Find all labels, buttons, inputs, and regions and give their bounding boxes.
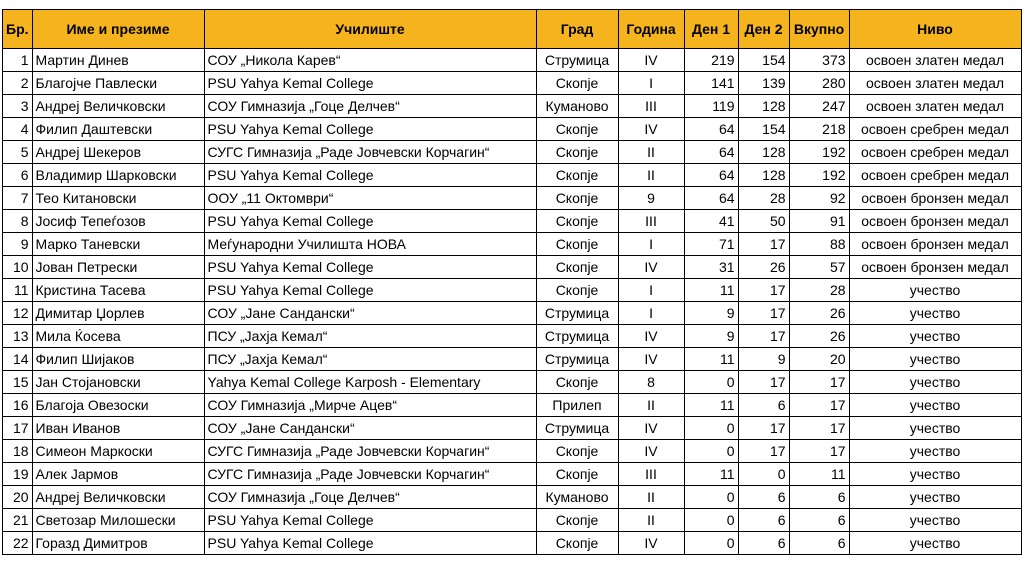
cell-day2[interactable]: 28 [738,187,789,210]
cell-year[interactable]: II [618,164,684,187]
cell-city[interactable]: Струмица [536,417,618,440]
cell-name[interactable]: Симеон Маркоски [32,440,204,463]
header-day1[interactable]: Ден 1 [684,10,738,49]
cell-no[interactable]: 4 [3,118,33,141]
cell-day1[interactable]: 9 [684,325,738,348]
cell-day2[interactable]: 6 [738,486,789,509]
cell-city[interactable]: Струмица [536,49,618,72]
cell-city[interactable]: Струмица [536,302,618,325]
header-total[interactable]: Вкупно [789,10,849,49]
table-row [3,348,1022,371]
cell-day2[interactable]: 26 [738,256,789,279]
cell-no[interactable]: 9 [3,233,33,256]
table-row [3,256,1022,279]
table-row [3,371,1022,394]
cell-total[interactable]: 280 [789,72,849,95]
cell-no[interactable]: 8 [3,210,33,233]
cell-day2[interactable]: 17 [738,371,789,394]
cell-day2[interactable]: 6 [738,532,789,555]
cell-name[interactable]: Горазд Димитров [32,532,204,555]
cell-level[interactable]: освоен бронзен медал [849,256,1021,279]
cell-school[interactable]: PSU Yahya Kemal College [204,256,536,279]
cell-day2[interactable]: 6 [738,509,789,532]
cell-total[interactable]: 247 [789,95,849,118]
cell-level[interactable]: учество [849,325,1021,348]
cell-day1[interactable]: 64 [684,164,738,187]
cell-year[interactable]: IV [618,325,684,348]
cell-name[interactable]: Светозар Милошески [32,509,204,532]
cell-city[interactable]: Скопје [536,532,618,555]
cell-level[interactable]: освоен сребрен медал [849,141,1021,164]
table-row [3,187,1022,210]
cell-day2[interactable]: 17 [738,417,789,440]
cell-year[interactable]: I [618,233,684,256]
cell-level[interactable]: учество [849,348,1021,371]
cell-level[interactable]: учество [849,417,1021,440]
cell-no[interactable]: 11 [3,279,33,302]
cell-school[interactable]: PSU Yahya Kemal College [204,509,536,532]
cell-day1[interactable]: 64 [684,118,738,141]
cell-city[interactable]: Скопје [536,164,618,187]
cell-school[interactable]: PSU Yahya Kemal College [204,118,536,141]
cell-day2[interactable]: 17 [738,233,789,256]
cell-name[interactable]: Благоја Овезоски [32,394,204,417]
table-row [3,233,1022,256]
cell-day1[interactable]: 119 [684,95,738,118]
cell-level[interactable]: освоен златен медал [849,72,1021,95]
table-row [3,302,1022,325]
cell-level[interactable]: освоен бронзен медал [849,210,1021,233]
cell-no[interactable]: 15 [3,371,33,394]
cell-level[interactable]: учество [849,509,1021,532]
cell-city[interactable]: Скопје [536,72,618,95]
cell-school[interactable]: СУГС Гимназија „Раде Јовчевски Корчагин“ [204,463,536,486]
table-row [3,532,1022,555]
cell-school[interactable]: СУГС Гимназија „Раде Јовчевски Корчагин“ [204,440,536,463]
cell-name[interactable]: Јосиф Тепеѓозов [32,210,204,233]
cell-day2[interactable]: 128 [738,164,789,187]
cell-no[interactable]: 13 [3,325,33,348]
cell-day1[interactable]: 11 [684,348,738,371]
cell-school[interactable]: Меѓународни Училишта НОВА [204,233,536,256]
cell-name[interactable]: Јан Стојановски [32,371,204,394]
header-school[interactable]: Училиште [204,10,536,49]
cell-total[interactable]: 17 [789,440,849,463]
cell-school[interactable]: СОУ Гимназија „Мирче Ацев“ [204,394,536,417]
cell-city[interactable]: Скопје [536,233,618,256]
cell-school[interactable]: СУГС Гимназија „Раде Јовчевски Корчагин“ [204,141,536,164]
cell-total[interactable]: 192 [789,141,849,164]
cell-day1[interactable]: 0 [684,486,738,509]
cell-level[interactable]: учество [849,279,1021,302]
cell-total[interactable]: 192 [789,164,849,187]
cell-total[interactable]: 6 [789,532,849,555]
cell-year[interactable]: III [618,210,684,233]
cell-total[interactable]: 11 [789,463,849,486]
cell-year[interactable]: I [618,72,684,95]
cell-no[interactable]: 18 [3,440,33,463]
cell-no[interactable]: 17 [3,417,33,440]
cell-name[interactable]: Кристина Тасева [32,279,204,302]
cell-no[interactable]: 7 [3,187,33,210]
cell-day2[interactable]: 128 [738,141,789,164]
cell-year[interactable]: IV [618,532,684,555]
cell-no[interactable]: 6 [3,164,33,187]
cell-year[interactable]: IV [618,348,684,371]
cell-school[interactable]: PSU Yahya Kemal College [204,532,536,555]
cell-school[interactable]: СОУ „Никола Карев“ [204,49,536,72]
table-row [3,279,1022,302]
cell-school[interactable]: Yahya Kemal College Karposh - Elementary [204,371,536,394]
cell-day1[interactable]: 0 [684,371,738,394]
header-no[interactable]: Бр. [3,10,33,49]
cell-total[interactable]: 17 [789,417,849,440]
header-day2[interactable]: Ден 2 [738,10,789,49]
cell-total[interactable]: 6 [789,509,849,532]
table-row [3,164,1022,187]
header-city[interactable]: Град [536,10,618,49]
cell-year[interactable]: II [618,141,684,164]
table-body [3,49,1022,555]
cell-school[interactable]: СОУ „Јане Сандански“ [204,417,536,440]
cell-day1[interactable]: 11 [684,394,738,417]
cell-name[interactable]: Андреј Шекеров [32,141,204,164]
cell-no[interactable]: 10 [3,256,33,279]
cell-year[interactable]: I [618,279,684,302]
table-row [3,486,1022,509]
cell-day1[interactable]: 41 [684,210,738,233]
cell-city[interactable]: Скопје [536,141,618,164]
cell-day2[interactable]: 17 [738,440,789,463]
cell-city[interactable]: Скопје [536,279,618,302]
cell-level[interactable]: учество [849,463,1021,486]
cell-city[interactable]: Куманово [536,95,618,118]
cell-year[interactable]: IV [618,417,684,440]
table-row [3,210,1022,233]
cell-level[interactable]: освоен бронзен медал [849,187,1021,210]
cell-day2[interactable]: 17 [738,279,789,302]
table-row [3,141,1022,164]
cell-name[interactable]: Јован Петрески [32,256,204,279]
cell-city[interactable]: Куманово [536,486,618,509]
cell-name[interactable]: Андреј Величковски [32,486,204,509]
cell-level[interactable]: освоен златен медал [849,49,1021,72]
cell-school[interactable]: PSU Yahya Kemal College [204,210,536,233]
table-row [3,509,1022,532]
cell-level[interactable]: освоен златен медал [849,95,1021,118]
header-name[interactable]: Име и презиме [32,10,204,49]
results-table [2,9,1022,555]
cell-name[interactable]: Димитар Џорлев [32,302,204,325]
cell-name[interactable]: Марко Таневски [32,233,204,256]
cell-no[interactable]: 12 [3,302,33,325]
cell-total[interactable]: 91 [789,210,849,233]
cell-total[interactable]: 20 [789,348,849,371]
cell-day1[interactable]: 31 [684,256,738,279]
cell-name[interactable]: Андреј Величковски [32,95,204,118]
cell-day1[interactable]: 64 [684,187,738,210]
cell-city[interactable]: Скопје [536,509,618,532]
cell-day1[interactable]: 11 [684,279,738,302]
cell-city[interactable]: Скопје [536,440,618,463]
table-row [3,417,1022,440]
cell-year[interactable]: III [618,463,684,486]
table-row [3,95,1022,118]
cell-city[interactable]: Скопје [536,118,618,141]
cell-name[interactable]: Владимир Шарковски [32,164,204,187]
cell-school[interactable]: ПСУ „Јахја Кемал“ [204,348,536,371]
cell-no[interactable]: 22 [3,532,33,555]
cell-city[interactable]: Скопје [536,210,618,233]
cell-day2[interactable]: 6 [738,394,789,417]
cell-day2[interactable]: 139 [738,72,789,95]
cell-year[interactable]: IV [618,49,684,72]
table-row [3,440,1022,463]
cell-level[interactable]: учество [849,532,1021,555]
cell-year[interactable]: III [618,95,684,118]
cell-no[interactable]: 5 [3,141,33,164]
cell-day2[interactable]: 128 [738,95,789,118]
cell-day1[interactable]: 141 [684,72,738,95]
cell-no[interactable]: 16 [3,394,33,417]
cell-level[interactable]: освоен сребрен медал [849,164,1021,187]
table-row [3,325,1022,348]
cell-day2[interactable]: 154 [738,49,789,72]
cell-no[interactable]: 19 [3,463,33,486]
cell-level[interactable]: освоен сребрен медал [849,118,1021,141]
cell-city[interactable]: Скопје [536,371,618,394]
cell-name[interactable]: Иван Иванов [32,417,204,440]
cell-level[interactable]: учество [849,371,1021,394]
cell-school[interactable]: PSU Yahya Kemal College [204,279,536,302]
cell-name[interactable]: Филип Шијаков [32,348,204,371]
cell-no[interactable]: 14 [3,348,33,371]
cell-level[interactable]: учество [849,394,1021,417]
cell-day1[interactable]: 0 [684,509,738,532]
cell-day1[interactable]: 0 [684,417,738,440]
cell-school[interactable]: PSU Yahya Kemal College [204,72,536,95]
cell-name[interactable]: Благојче Павлески [32,72,204,95]
table-row [3,394,1022,417]
header-level[interactable]: Ниво [849,10,1021,49]
cell-day1[interactable]: 71 [684,233,738,256]
cell-total[interactable]: 17 [789,394,849,417]
cell-year[interactable]: IV [618,118,684,141]
cell-day2[interactable]: 0 [738,463,789,486]
cell-level[interactable]: учество [849,302,1021,325]
cell-total[interactable]: 88 [789,233,849,256]
cell-year[interactable]: 9 [618,187,684,210]
cell-total[interactable]: 218 [789,118,849,141]
cell-name[interactable]: Филип Даштевски [32,118,204,141]
cell-year[interactable]: IV [618,440,684,463]
cell-name[interactable]: Мартин Динев [32,49,204,72]
table-row [3,72,1022,95]
table-row [3,118,1022,141]
cell-school[interactable]: ПСУ „Јахја Кемал“ [204,325,536,348]
cell-city[interactable]: Прилеп [536,394,618,417]
cell-total[interactable]: 26 [789,325,849,348]
cell-school[interactable]: СОУ Гимназија „Гоце Делчев“ [204,95,536,118]
cell-year[interactable]: IV [618,256,684,279]
cell-no[interactable]: 21 [3,509,33,532]
cell-city[interactable]: Скопје [536,256,618,279]
cell-city[interactable]: Струмица [536,325,618,348]
cell-total[interactable]: 26 [789,302,849,325]
cell-day1[interactable]: 9 [684,302,738,325]
cell-school[interactable]: ООУ „11 Октомври“ [204,187,536,210]
cell-level[interactable]: учество [849,486,1021,509]
cell-year[interactable]: II [618,509,684,532]
cell-total[interactable]: 373 [789,49,849,72]
cell-day1[interactable]: 219 [684,49,738,72]
cell-name[interactable]: Тео Китановски [32,187,204,210]
cell-year[interactable]: II [618,486,684,509]
cell-school[interactable]: PSU Yahya Kemal College [204,164,536,187]
cell-day1[interactable]: 0 [684,440,738,463]
cell-city[interactable]: Скопје [536,187,618,210]
cell-level[interactable]: учество [849,440,1021,463]
table-row [3,49,1022,72]
cell-total[interactable]: 17 [789,371,849,394]
cell-total[interactable]: 92 [789,187,849,210]
cell-school[interactable]: СОУ „Јане Сандански“ [204,302,536,325]
cell-year[interactable]: I [618,302,684,325]
cell-no[interactable]: 1 [3,49,33,72]
cell-total[interactable]: 57 [789,256,849,279]
cell-total[interactable]: 28 [789,279,849,302]
cell-day2[interactable]: 17 [738,325,789,348]
cell-no[interactable]: 20 [3,486,33,509]
cell-name[interactable]: Мила Ќосева [32,325,204,348]
cell-no[interactable]: 3 [3,95,33,118]
cell-school[interactable]: СОУ Гимназија „Гоце Делчев“ [204,486,536,509]
cell-city[interactable]: Струмица [536,348,618,371]
table-row [3,463,1022,486]
header-year[interactable]: Година [618,10,684,49]
cell-name[interactable]: Алек Јармов [32,463,204,486]
cell-total[interactable]: 6 [789,486,849,509]
cell-city[interactable]: Скопје [536,463,618,486]
cell-no[interactable]: 2 [3,72,33,95]
cell-day1[interactable]: 0 [684,532,738,555]
cell-day2[interactable]: 17 [738,302,789,325]
cell-day2[interactable]: 50 [738,210,789,233]
cell-day2[interactable]: 9 [738,348,789,371]
cell-day1[interactable]: 64 [684,141,738,164]
header-row [3,10,1022,49]
cell-year[interactable]: 8 [618,371,684,394]
cell-level[interactable]: освоен бронзен медал [849,233,1021,256]
cell-day2[interactable]: 154 [738,118,789,141]
cell-year[interactable]: II [618,394,684,417]
cell-day1[interactable]: 11 [684,463,738,486]
